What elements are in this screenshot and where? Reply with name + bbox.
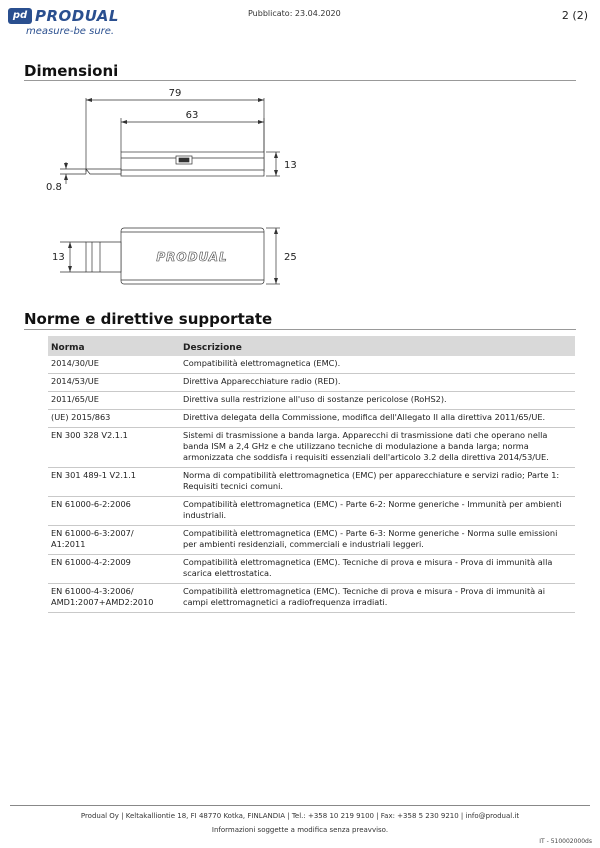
- table-row: [48, 392, 575, 410]
- desc-cell: Sistemi di trasmissione a banda larga. Apparecchi di trasmissione dati che operano nella banda ISM a 2,4 GHz e che utilizzano tecniche di modulazione a banda larga; norma armonizzata che soddisfa i requisiti essenziali dell'articolo 3.2 della direttiva 2014/53/UE.: [180, 428, 575, 468]
- table-row: [48, 410, 575, 428]
- norms-divider: [24, 329, 576, 330]
- footer-contact: Produal Oy | Keltakalliontie 18, FI 48770 Kotka, FINLANDIA | Tel.: +358 10 219 9100 | Fax: +358 5 230 9210 | info@produal.it: [80, 812, 520, 820]
- table-row: [48, 584, 575, 613]
- dim-0-8-label: 0.8: [46, 182, 62, 193]
- footer-divider: [10, 805, 590, 806]
- tagline: measure-be sure.: [26, 26, 115, 37]
- col-norma-header: Norma: [48, 336, 180, 356]
- dim-79-label: 79: [168, 88, 182, 99]
- table-row: [48, 356, 575, 374]
- dimension-drawing: [0, 80, 600, 300]
- norma-cell: EN 61000-6-2:2006: [48, 497, 180, 526]
- device-logo: PRODUAL: [156, 250, 228, 264]
- norma-cell: EN 61000-4-3:2006/ AMD1:2007+AMD2:2010: [48, 584, 180, 613]
- table-row: [48, 526, 575, 555]
- dimensions-title: Dimensioni: [24, 62, 119, 80]
- logo-text: PRODUAL: [35, 7, 119, 25]
- dim-13-height-label: 13: [284, 160, 297, 171]
- col-desc-header: Descrizione: [180, 336, 575, 356]
- desc-cell: Compatibilità elettromagnetica (EMC). Tecniche di prova e misura - Prova di immunità ai campi elettromagnetici a radiofrequenza irradiati.: [180, 584, 575, 613]
- norma-cell: EN 61000-4-2:2009: [48, 555, 180, 584]
- norma-cell: EN 301 489-1 V2.1.1: [48, 468, 180, 497]
- desc-cell: Direttiva sulla restrizione all'uso di sostanze pericolose (RoHS2).: [180, 392, 575, 410]
- page-number: 2 (2): [561, 9, 588, 22]
- norma-cell: 2011/65/UE: [48, 392, 180, 410]
- dim-25-label: 25: [284, 252, 297, 263]
- dim-63-label: 63: [185, 110, 199, 121]
- desc-cell: Norma di compatibilità elettromagnetica (EMC) per apparecchiature e servizi radio; Parte 1: Requisiti tecnici comuni.: [180, 468, 575, 497]
- desc-cell: Compatibilità elettromagnetica (EMC) - Parte 6-3: Norme generiche - Norma sulle emissioni per ambienti residenziali, commerciali e industriali leggeri.: [180, 526, 575, 555]
- desc-cell: Direttiva Apparecchiature radio (RED).: [180, 374, 575, 392]
- norma-cell: 2014/53/UE: [48, 374, 180, 392]
- document-id: IT - 510002000ds: [539, 838, 592, 845]
- footer-notice: Informazioni soggette a modifica senza preavviso.: [211, 826, 389, 834]
- table-row: [48, 497, 575, 526]
- published-date: Pubblicato: 23.04.2020: [248, 9, 341, 18]
- norma-cell: EN 61000-6-3:2007/ A1:2011: [48, 526, 180, 555]
- norms-title: Norme e direttive supportate: [24, 310, 273, 328]
- desc-cell: Compatibilità elettromagnetica (EMC) - Parte 6-2: Norme generiche - Immunità per ambienti industriali.: [180, 497, 575, 526]
- norma-cell: 2014/30/UE: [48, 356, 180, 374]
- logo-mark: pd: [8, 8, 32, 24]
- table-row: [48, 428, 575, 468]
- norma-cell: EN 300 328 V2.1.1: [48, 428, 180, 468]
- table-row: [48, 555, 575, 584]
- desc-cell: Compatibilità elettromagnetica (EMC).: [180, 356, 575, 374]
- table-row: [48, 468, 575, 497]
- desc-cell: Compatibilità elettromagnetica (EMC). Tecniche di prova e misura - Prova di immunità alla scarica elettrostatica.: [180, 555, 575, 584]
- norma-cell: (UE) 2015/863: [48, 410, 180, 428]
- desc-cell: Direttiva delegata della Commissione, modifica dell'Allegato II alla direttiva 2011/65/UE.: [180, 410, 575, 428]
- table-row: [48, 374, 575, 392]
- norms-table: [48, 336, 575, 613]
- table-header-row: [48, 336, 575, 356]
- dim-13-width-label: 13: [52, 252, 65, 263]
